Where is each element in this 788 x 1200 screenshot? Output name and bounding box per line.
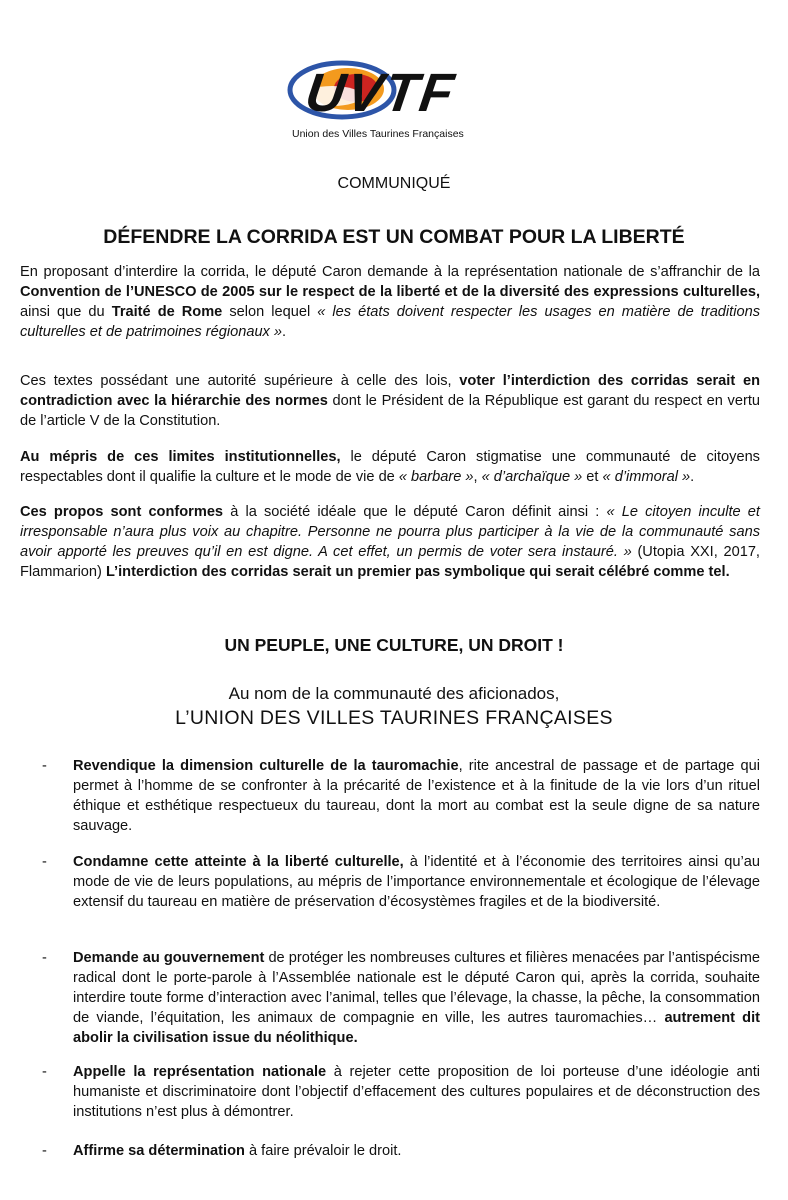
- paragraph-2: [20, 371, 760, 431]
- paragraph-text: (Utopia XXI, 2017, Flammarion): [20, 544, 760, 580]
- paragraph-text: dont le Président de la République est garant du respect en vertu de l’article V de la Constitution.: [20, 393, 760, 429]
- paragraph-text: .: [282, 324, 287, 340]
- paragraph-text: Ces textes possédant une autorité supérieure à celle des lois,: [20, 373, 460, 389]
- list-item-bold-text: autrement dit abolir la civilisation issue du néolithique.: [73, 1010, 760, 1046]
- list-item-bold-text: Appelle la représentation nationale: [73, 1064, 327, 1080]
- list-item: [20, 1141, 760, 1161]
- communique-label: COMMUNIQUÉ: [337, 175, 451, 192]
- list-item-text: [73, 1141, 760, 1161]
- list-item-bold-text: Affirme sa détermination: [73, 1143, 245, 1159]
- list-item-bold-text: Demande au gouvernement: [73, 950, 265, 966]
- intro-line-2: L’UNION DES VILLES TAURINES FRANÇAISES: [175, 707, 613, 729]
- list-item: [20, 756, 760, 836]
- list-item: [20, 948, 760, 1048]
- list-item-body-text: à l’identité et à l’économie des territoires ainsi qu’au mode de vie de leurs populations, au mépris de l’importance environnementale et écologique de l’élevage extensif du taureau en matière de préservation d’écosystèmes fragiles et de la biodiversité.: [73, 854, 760, 910]
- list-item-body-text: à faire prévaloir le droit.: [244, 1143, 402, 1159]
- list-item-body-text: , rite ancestral de passage et de partage qui permet à l’homme de se confronter à la précarité de l’existence et à la finitude de la vie lors d’un rituel éthique et esthétique respectueux du taureau, dont la mort au combat est la seule digne de sa nature sauvage.: [73, 758, 760, 834]
- slogan-heading: UN PEUPLE, UNE CULTURE, UN DROIT !: [224, 635, 564, 655]
- paragraph-text: ,: [473, 469, 482, 485]
- list-item-text: [73, 948, 760, 1048]
- list-item-body-text: à rejeter cette proposition de loi porteuse d’une idéologie anti humaniste et discriminatoire dont l’objectif d’effacement des cultures populaires et de déconstruction des institutions n’est plus à démontrer.: [73, 1064, 760, 1120]
- list-item: [20, 1062, 760, 1122]
- paragraph-text: En proposant d’interdire la corrida, le député Caron demande à la représentation nationale de s’affranchir de la: [20, 264, 760, 280]
- paragraph-4: [20, 502, 760, 582]
- list-item-body-text: de protéger les nombreuses cultures et filières menacées par l’antispécisme radical dont le porte-parole à l’Assemblée nationale est le député Caron qui, après la corrida, souhaite interdire toute forme d’interaction avec l’animal, telles que l’élevage, la chasse, la pêche, la consommation de viande, l’équitation, les animaux de compagnie en ville, les autres tauromachies…: [73, 950, 761, 1026]
- logo-wordmark: UVTF: [301, 63, 460, 123]
- paragraph-text: le député Caron stigmatise une communauté de citoyens respectables dont il qualifie la culture et le mode de vie de: [20, 449, 760, 485]
- bullet-dash: -: [42, 854, 47, 870]
- paragraph-text: ainsi que du: [20, 304, 112, 320]
- page-title: DÉFENDRE LA CORRIDA EST UN COMBAT POUR LA LIBERTÉ: [103, 226, 685, 248]
- paragraph-text: selon lequel: [222, 304, 318, 320]
- paragraph-text: à la société idéale que le député Caron définit ainsi :: [223, 504, 607, 520]
- logo-tagline: Union des Villes Taurines Françaises: [292, 128, 464, 140]
- paragraph-text: et: [582, 469, 603, 485]
- paragraph-bold-text: Convention de l’UNESCO de 2005 sur le respect de la liberté et de la diversité des expressions culturelles,: [20, 284, 760, 300]
- paragraph-italic-quote: « d’archaïque »: [481, 469, 583, 485]
- paragraph-italic-quote: « d’immoral »: [602, 469, 691, 485]
- bullet-dash: -: [42, 1143, 47, 1159]
- bullet-dash: -: [42, 950, 47, 966]
- intro-line-1: Au nom de la communauté des aficionados,: [228, 684, 560, 703]
- paragraph-bold-text: Au mépris de ces limites institutionnelles,: [20, 449, 341, 465]
- list-item-text: [73, 852, 760, 912]
- paragraph-bold-text: Ces propos sont conformes: [20, 504, 224, 520]
- paragraph-bold-text: L’interdiction des corridas serait un premier pas symbolique qui serait célébré comme tel.: [105, 564, 730, 580]
- paragraph-italic-quote: « barbare »: [398, 469, 474, 485]
- list-item-text: [73, 756, 760, 836]
- paragraph-italic-quote: « Le citoyen inculte et irresponsable n’aura plus voix au chapitre. Personne ne pourra plus participer à la vie de la communauté sans avoir apporté les preuves qu’il en est digne. A cet effet, un permis de voter sera instauré. »: [20, 504, 760, 560]
- list-item: [20, 852, 760, 912]
- paragraph-bold-text: Traité de Rome: [111, 304, 223, 320]
- paragraph-bold-text: voter l’interdiction des corridas serait en contradiction avec la hiérarchie des normes: [20, 373, 760, 409]
- uvtf-logo: [286, 48, 486, 148]
- paragraph-italic-quote: « les états doivent respecter les usages en matière de traditions culturelles et de patrimoines régionaux »: [20, 304, 760, 340]
- paragraph-1: [20, 262, 760, 342]
- paragraph-3: [20, 447, 760, 487]
- bullet-dash: -: [42, 758, 47, 774]
- paragraph-text: .: [690, 469, 695, 485]
- list-item-bold-text: Revendique la dimension culturelle de la tauromachie: [73, 758, 459, 774]
- list-item-bold-text: Condamne cette atteinte à la liberté culturelle,: [73, 854, 404, 870]
- bullet-dash: -: [42, 1064, 47, 1080]
- list-item-text: [73, 1062, 760, 1122]
